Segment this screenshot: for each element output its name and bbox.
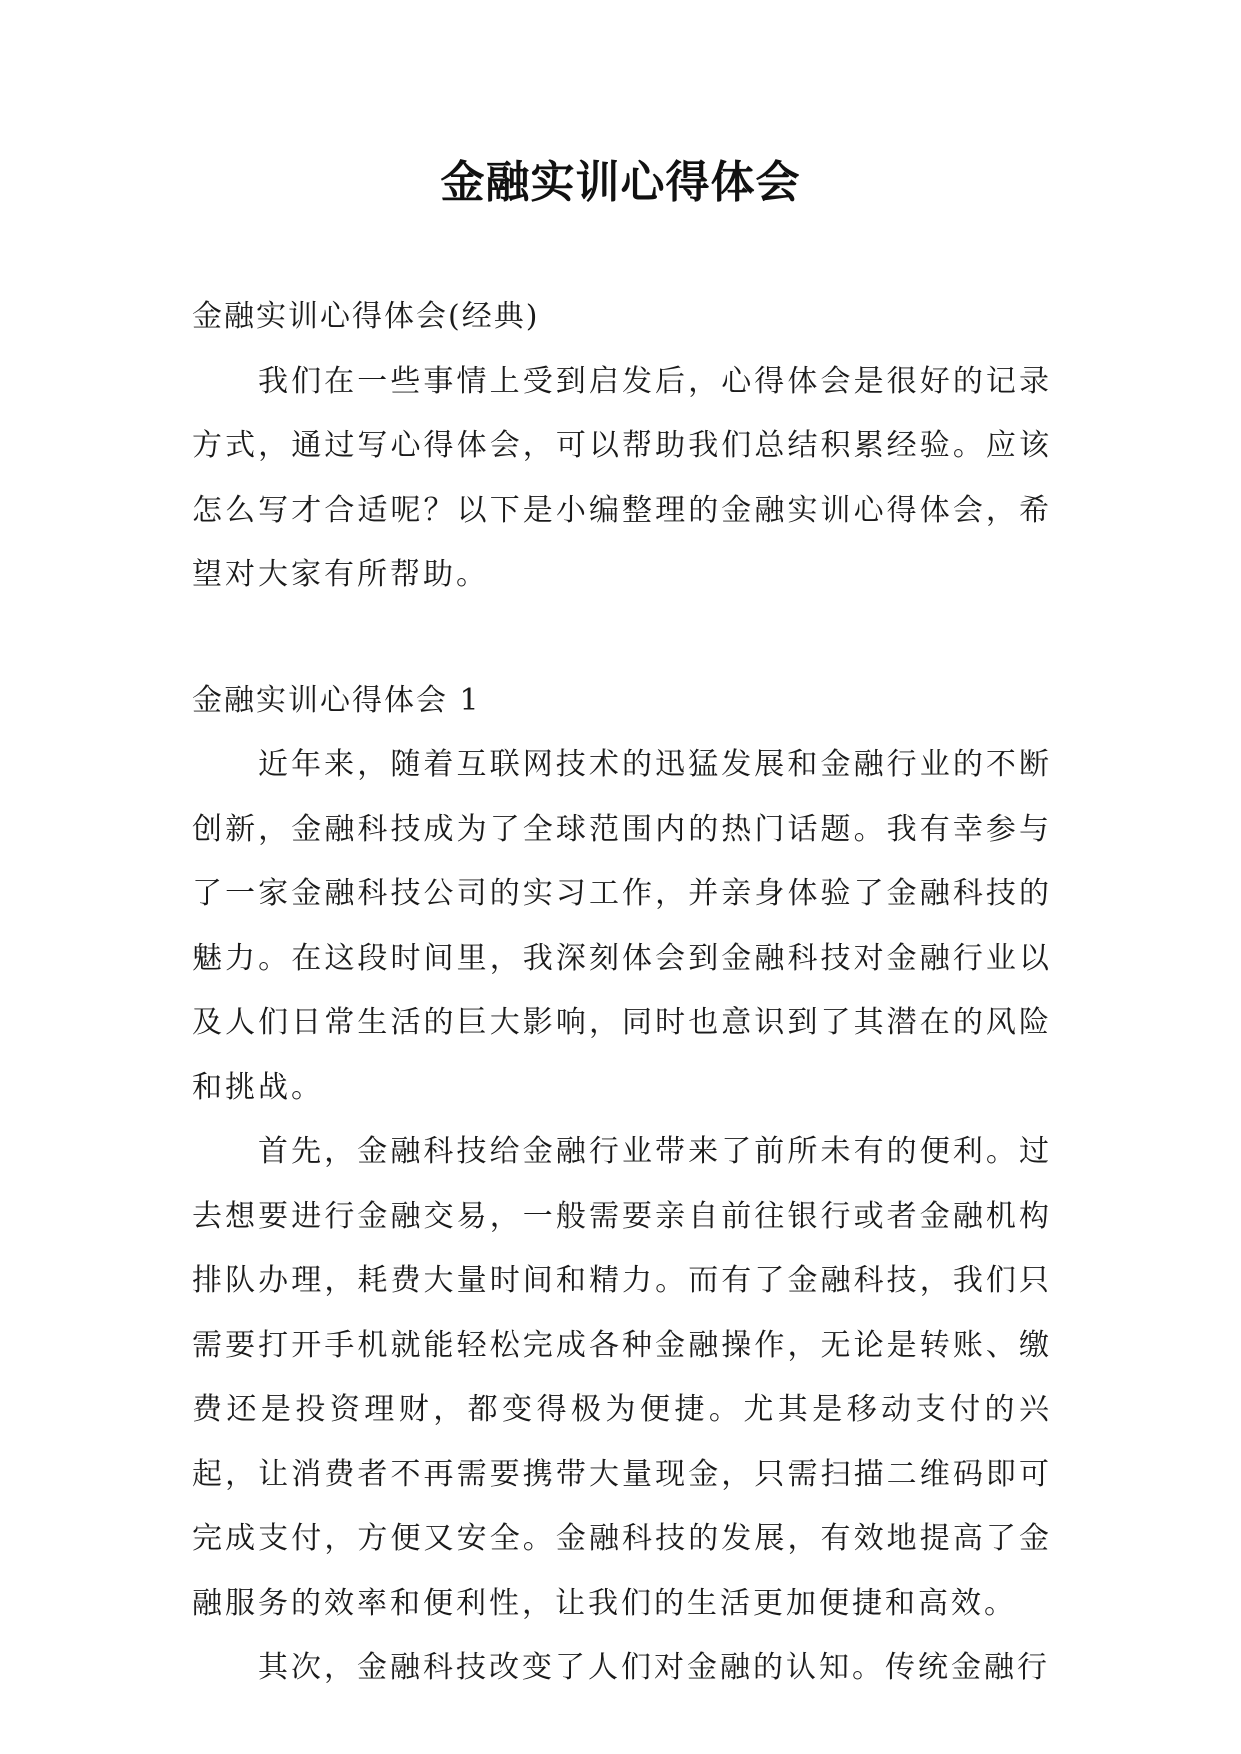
intro-paragraph: 我们在一些事情上受到启发后，心得体会是很好的记录方式，通过写心得体会，可以帮助我们总结积累经验。应该怎么写才合适呢？以下是小编整理的金融实训心得体会，希望对大家有所帮助。 bbox=[192, 363, 1052, 592]
section-heading: 金融实训心得体会 1 bbox=[192, 682, 481, 718]
body-paragraph: 其次，金融科技改变了人们对金融的认知。传统金融行 bbox=[258, 1650, 1050, 1685]
body-paragraph: 近年来，随着互联网技术的迅猛发展和金融行业的不断创新，金融科技成为了全球范围内的热门话题。我有幸参与了一家金融科技公司的实习工作，并亲身体验了金融科技的魅力。在这段时间里，我深刻体会到金融科技对金融行业以及人们日常生活的巨大影响，同时也意识到了其潜在的风险和挑战。 bbox=[192, 747, 1052, 1105]
document-body bbox=[192, 285, 1052, 1701]
intro-heading: 金融实训心得体会(经典) bbox=[192, 299, 540, 334]
body-paragraph: 首先，金融科技给金融行业带来了前所未有的便利。过去想要进行金融交易，一般需要亲自前往银行或者金融机构排队办理，耗费大量时间和精力。而有了金融科技，我们只需要打开手机就能轻松完成各种金融操作，无论是转账、缴费还是投资理财，都变得极为便捷。尤其是移动支付的兴起，让消费者不再需要携带大量现金，只需扫描二维码即可完成支付，方便又安全。金融科技的发展，有效地提高了金融服务的效率和便利性，让我们的生活更加便捷和高效。 bbox=[192, 1134, 1052, 1621]
document-title: 金融实训心得体会 bbox=[440, 157, 801, 208]
section-spacer bbox=[192, 608, 1052, 669]
